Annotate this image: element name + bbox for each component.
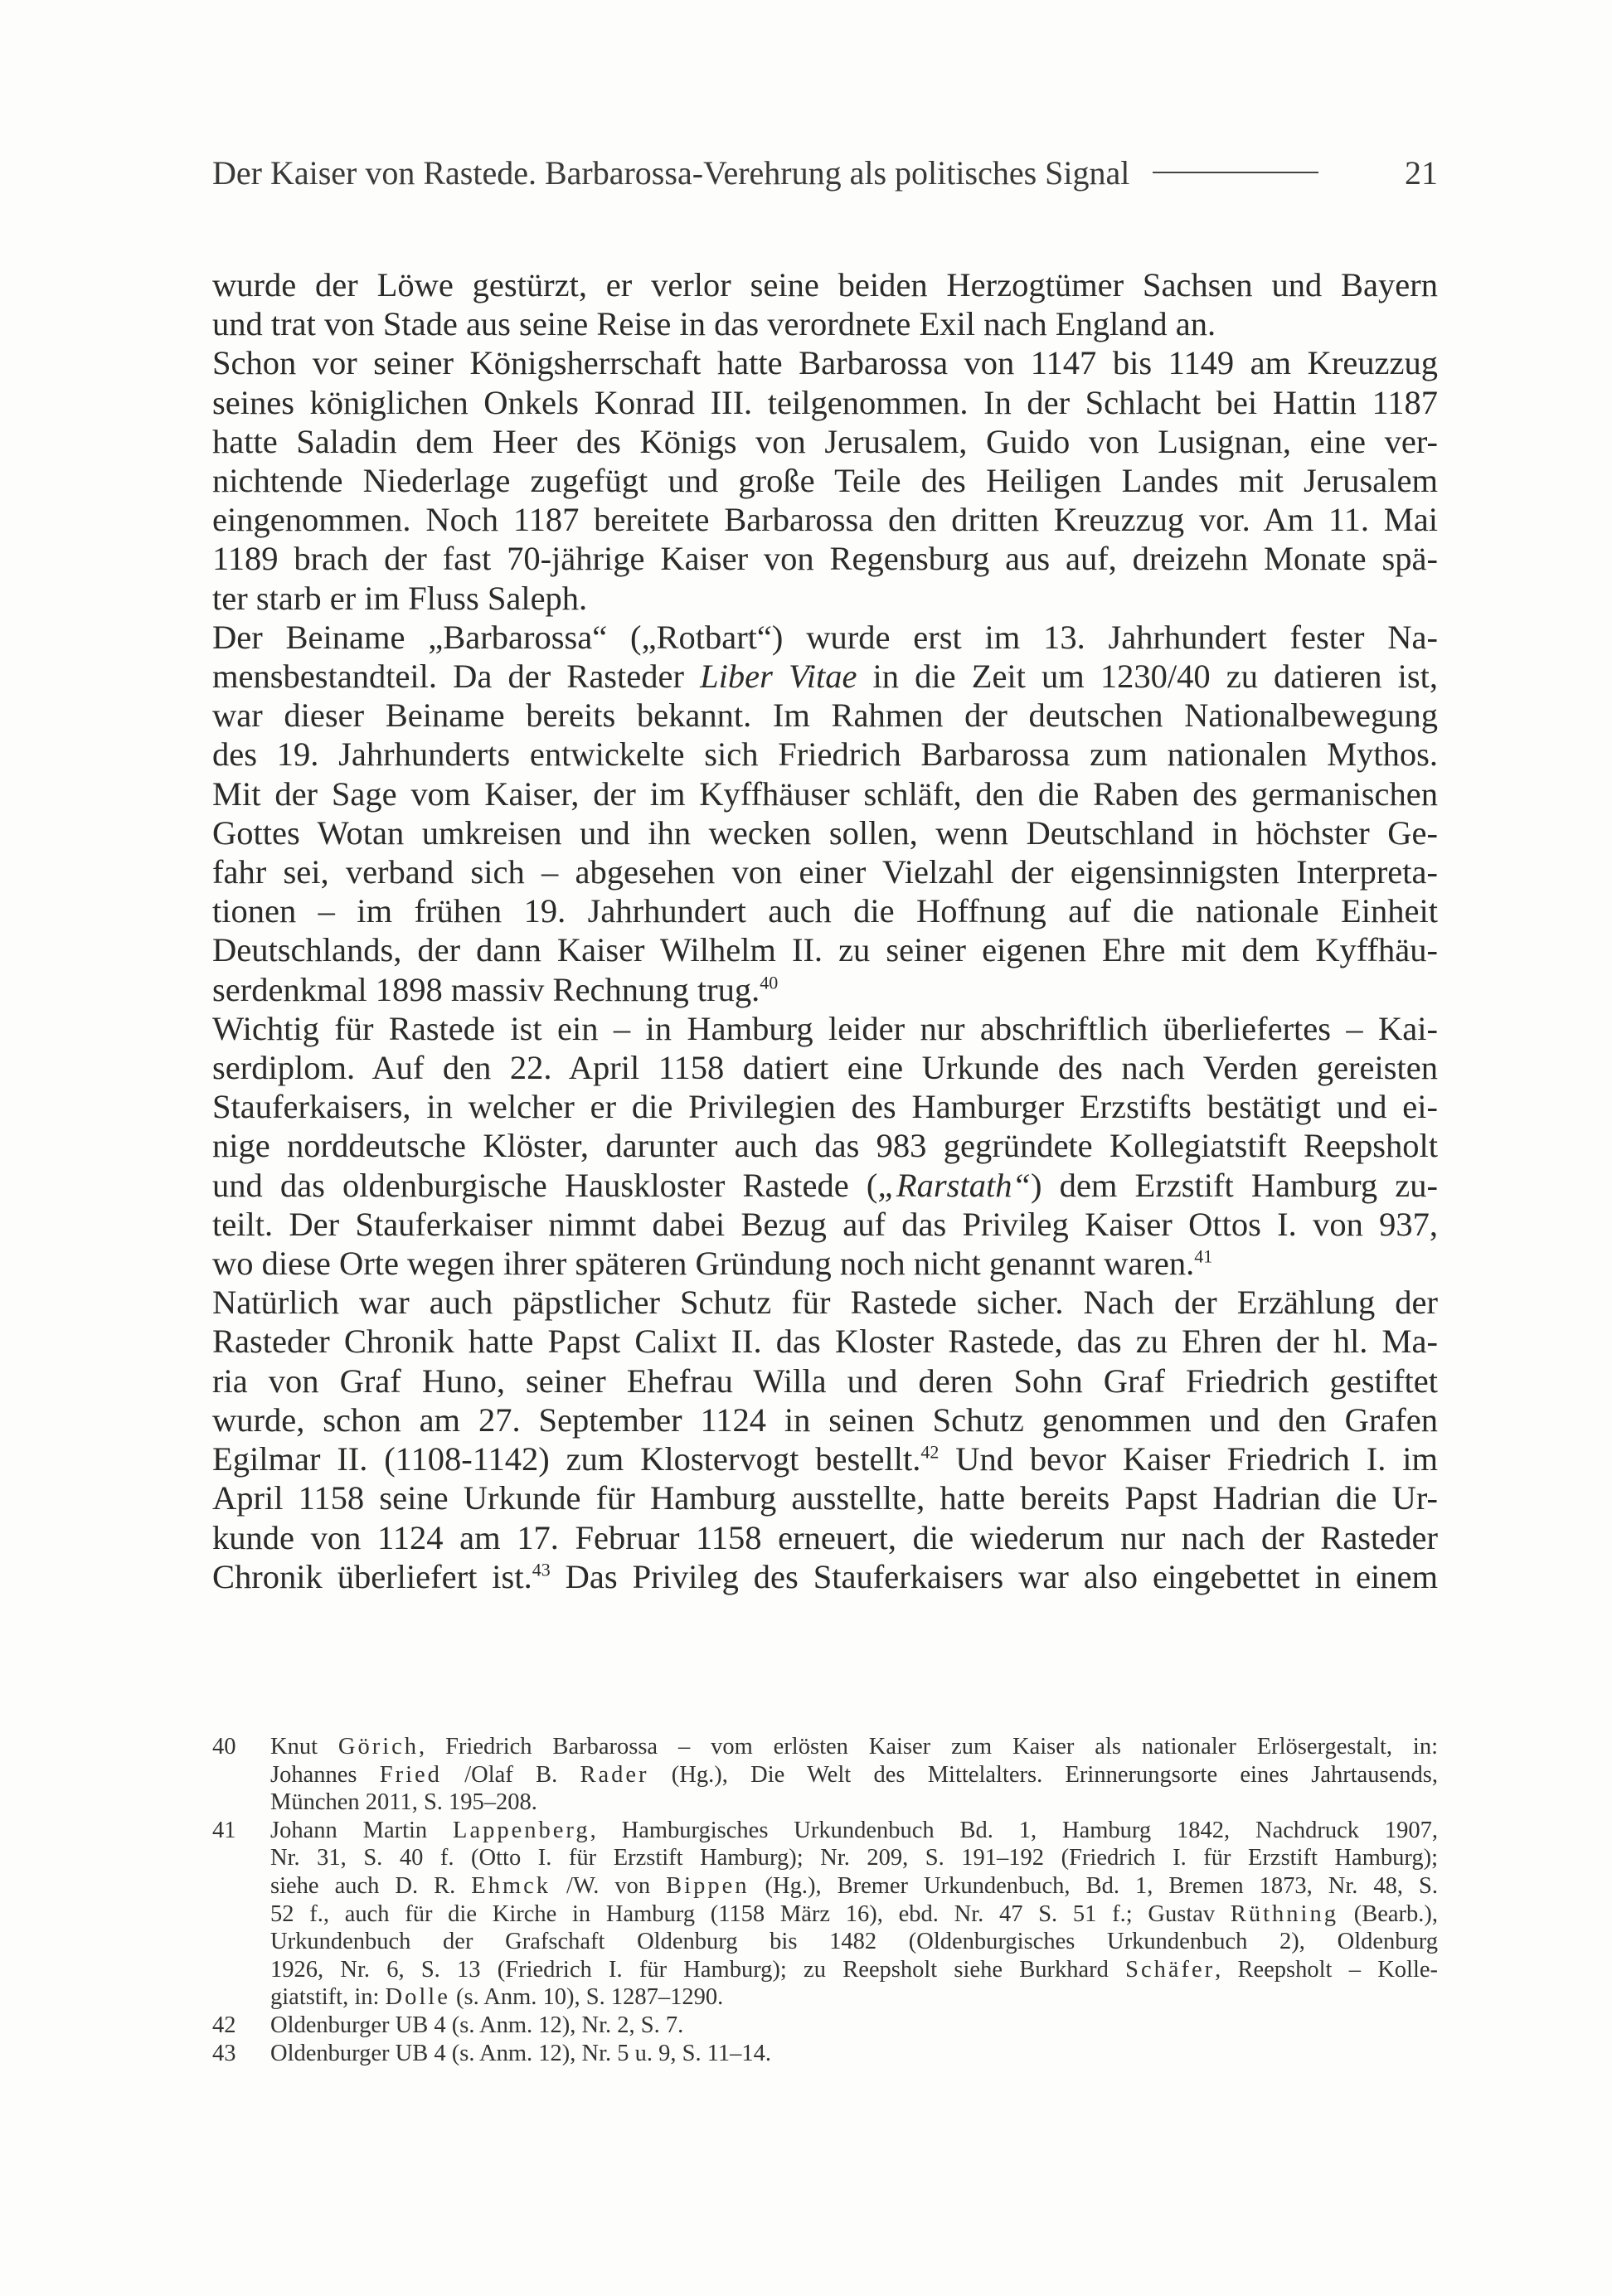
footnote-reference: 41 — [1194, 1245, 1213, 1267]
text-run: (s. Anm. 10), S. 1287–1290. — [449, 1984, 724, 2011]
footnote-line — [270, 2040, 1438, 2068]
text-line — [212, 618, 1438, 657]
author-name: Bippen — [666, 1872, 750, 1899]
text-run: fahr sei, verband sich – abgesehen von einer Vielzahl der eigensinnigsten Interpreta- — [212, 853, 1438, 891]
text-run: (Bearb.), — [1338, 1900, 1438, 1927]
text-run: in die Zeit um 1230/40 zu datieren ist, — [857, 658, 1438, 696]
text-run: 52 f., auch für die Kirche in Hamburg (1158 März 16), ebd. Nr. 47 S. 51 f.; Gustav — [270, 1900, 1231, 1927]
text-run: war dieser Beiname bereits bekannt. Im Rahmen der deutschen Nationalbewegung — [212, 697, 1438, 735]
footnote-line — [270, 1900, 1438, 1929]
footnote-text — [270, 2012, 1438, 2040]
footnote-line — [270, 1761, 1438, 1789]
footnote — [212, 2040, 1438, 2068]
text-run: München 2011, S. 195–208. — [270, 1789, 537, 1816]
text-line — [212, 500, 1438, 539]
footnote-text — [270, 1817, 1438, 2012]
running-header — [212, 148, 1438, 197]
footnote-text — [270, 1733, 1438, 1817]
header-rule — [1153, 172, 1318, 173]
footnote-line — [270, 1789, 1438, 1817]
text-line — [212, 1557, 1438, 1596]
footnote-line — [270, 1928, 1438, 1956]
footnotes — [212, 1733, 1438, 2067]
text-run: /W. von — [551, 1872, 667, 1899]
text-run: Stauferkaisers, in welcher er die Privilegien des Hamburger Erzstifts bestätigt und ei- — [212, 1088, 1438, 1126]
text-line — [212, 774, 1438, 813]
running-header-title: Der Kaiser von Rastede. Barbarossa-Verehrung als politisches Signal — [212, 153, 1130, 192]
text-line — [212, 1518, 1438, 1557]
text-run: (Hg.), Die Welt des Mittelalters. Erinnerungsorte eines Jahrtausends, — [648, 1761, 1438, 1788]
text-run: Johann Martin — [270, 1817, 454, 1843]
footnote-line — [270, 1733, 1438, 1761]
text-line — [212, 696, 1438, 735]
text-line — [212, 1478, 1438, 1517]
author-name: Rader — [580, 1761, 649, 1788]
text-line — [212, 383, 1438, 422]
footnote-reference: 40 — [760, 972, 779, 993]
text-run: Oldenburger UB 4 (s. Anm. 12), Nr. 2, S. 7. — [270, 2012, 684, 2038]
text-run: Und bevor Kaiser Friedrich I. im — [939, 1440, 1438, 1478]
text-run: April 1158 seine Urkunde für Hamburg ausstellte, hatte bereits Papst Hadrian die Ur- — [212, 1479, 1438, 1517]
author-name: Dolle — [385, 1984, 450, 2011]
text-run: kunde von 1124 am 17. Februar 1158 erneuert, die wiederum nur nach der Rasteder — [212, 1518, 1438, 1556]
text-line — [212, 735, 1438, 774]
footnote-line — [270, 2012, 1438, 2040]
text-run: Wichtig für Rastede ist ein – in Hamburg leider nur abschriftlich überliefertes – Kai- — [212, 1009, 1438, 1047]
footnote — [212, 1733, 1438, 1817]
text-run: wurde der Löwe gestürzt, er verlor seine beiden Herzogtümer Sachsen und Bayern — [212, 266, 1438, 303]
footnote-number: 40 — [212, 1734, 236, 1760]
text-run: Nr. 31, S. 40 f. (Otto I. für Erzstift Hamburg); Nr. 209, S. 191–192 (Friedrich I. für Erzstift Hamburg); — [270, 1845, 1438, 1871]
text-run: und das oldenburgische Hauskloster Rastede ( — [212, 1166, 878, 1204]
text-run: 1926, Nr. 6, S. 13 (Friedrich I. für Hamburg); zu Reepsholt siehe Burkhard — [270, 1956, 1126, 1983]
text-line — [212, 1362, 1438, 1400]
text-run: Mit der Sage vom Kaiser, der im Kyffhäuser schläft, den die Raben des germanischen — [212, 774, 1438, 813]
text-run: ria von Graf Huno, seiner Ehefrau Willa und deren Sohn Graf Friedrich gestiftet — [212, 1362, 1438, 1400]
footnote-text — [270, 2040, 1438, 2068]
text-run: Rasteder Chronik hatte Papst Calixt II. das Kloster Rastede, das zu Ehren der hl. Ma- — [212, 1323, 1438, 1361]
author-name: Ehmck — [471, 1872, 551, 1899]
text-run: Der Beiname „Barbarossa“ („Rotbart“) wurde erst im 13. Jahrhundert fester Na- — [212, 618, 1438, 656]
text-line — [212, 1126, 1438, 1165]
text-run: Chronik überliefert ist. — [212, 1557, 532, 1595]
author-name: Schäfer — [1125, 1956, 1216, 1983]
footnote-reference: 42 — [920, 1441, 940, 1463]
text-run: , Reepsholt – Kolle- — [1215, 1956, 1438, 1983]
footnote-line — [270, 1956, 1438, 1984]
text-run: serdenkmal 1898 massiv Rechnung trug. — [212, 970, 760, 1008]
text-run: nige norddeutsche Klöster, darunter auch das 983 gegründete Kollegiatstift Reepsholt — [212, 1127, 1438, 1165]
text-run: wo diese Orte wegen ihrer späteren Gründung noch nicht genannt waren. — [212, 1245, 1195, 1283]
page-number: 21 — [1405, 153, 1438, 192]
text-line — [212, 1322, 1438, 1361]
text-line — [212, 461, 1438, 500]
text-line — [212, 539, 1438, 578]
text-run: Gottes Wotan umkreisen und ihn wecken sollen, wenn Deutschland in höchster Ge- — [212, 813, 1438, 852]
text-run: eingenommen. Noch 1187 bereitete Barbarossa den dritten Kreuzzug vor. Am 11. Mai — [212, 501, 1438, 539]
text-run: tionen – im frühen 19. Jahrhundert auch die Hoffnung auf die nationale Einheit — [212, 892, 1438, 930]
italic-title: „Rarstath“ — [877, 1166, 1031, 1204]
text-run: Johannes — [270, 1761, 380, 1788]
text-run: seines königlichen Onkels Konrad III. teilgenommen. In der Schlacht bei Hattin 1187 — [212, 383, 1438, 421]
text-run: Knut — [270, 1734, 338, 1760]
main-text — [212, 265, 1438, 1596]
text-line — [212, 343, 1438, 382]
text-run: Das Privileg des Stauferkaisers war also eingebettet in einem — [550, 1557, 1438, 1595]
text-run: und trat von Stade aus seine Reise in das verordnete Exil nach England an. — [212, 305, 1216, 343]
text-run: , Hamburgisches Urkundenbuch Bd. 1, Hamburg 1842, Nachdruck 1907, — [590, 1817, 1438, 1843]
footnote-number: 41 — [212, 1817, 236, 1843]
text-run: siehe auch D. R. — [270, 1872, 472, 1899]
text-line — [212, 930, 1438, 969]
text-line — [212, 1244, 1438, 1283]
footnote-line — [270, 1844, 1438, 1872]
text-line — [212, 304, 1438, 343]
author-name: Rüthning — [1230, 1900, 1338, 1927]
text-line — [212, 422, 1438, 461]
text-line — [212, 1087, 1438, 1126]
text-run: Deutschlands, der dann Kaiser Wilhelm II. zu seiner eigenen Ehre mit dem Kyffhäu- — [212, 931, 1438, 969]
text-line — [212, 265, 1438, 304]
text-run: Urkundenbuch der Grafschaft Oldenburg bis 1482 (Oldenburgisches Urkundenbuch 2), Oldenburg — [270, 1929, 1438, 1955]
text-line — [212, 852, 1438, 891]
text-run: mensbestandteil. Da der Rasteder — [212, 658, 701, 696]
text-run: serdiplom. Auf den 22. April 1158 datiert eine Urkunde des nach Verden gereisten — [212, 1049, 1438, 1087]
text-line — [212, 813, 1438, 852]
text-run: Oldenburger UB 4 (s. Anm. 12), Nr. 5 u. 9, S. 11–14. — [270, 2040, 772, 2066]
text-run: ter starb er im Fluss Saleph. — [212, 579, 588, 617]
text-run: nichtende Niederlage zugefügt und große Teile des Heiligen Landes mit Jerusalem — [212, 462, 1438, 500]
text-line — [212, 579, 1438, 618]
text-line — [212, 891, 1438, 930]
italic-title: Liber Vitae — [700, 658, 857, 696]
text-run: (Hg.), Bremer Urkundenbuch, Bd. 1, Bremen 1873, Nr. 48, S. — [749, 1872, 1438, 1899]
text-line — [212, 1283, 1438, 1322]
footnote-number: 43 — [212, 2040, 236, 2066]
text-run: 1189 brach der fast 70-jährige Kaiser von Regensburg aus auf, dreizehn Monate spä- — [212, 540, 1438, 578]
text-run: wurde, schon am 27. September 1124 in seinen Schutz genommen und den Grafen — [212, 1400, 1438, 1439]
text-run: giatstift, in: — [270, 1984, 386, 2011]
text-run: des 19. Jahrhunderts entwickelte sich Friedrich Barbarossa zum nationalen Mythos. — [212, 735, 1438, 774]
author-name: Görich — [337, 1734, 420, 1760]
text-line — [212, 970, 1438, 1009]
author-name: Lappenberg — [453, 1817, 590, 1843]
text-run: hatte Saladin dem Heer des Königs von Jerusalem, Guido von Lusignan, eine ver- — [212, 422, 1438, 460]
text-line — [212, 1166, 1438, 1205]
text-line — [212, 1439, 1438, 1478]
footnote-reference: 43 — [532, 1559, 551, 1580]
footnote-line — [270, 1983, 1438, 2012]
text-line — [212, 657, 1438, 696]
text-run: teilt. Der Stauferkaiser nimmt dabei Bezug auf das Privileg Kaiser Ottos I. von 937, — [212, 1205, 1438, 1243]
text-run: /Olaf B. — [441, 1761, 580, 1788]
footnote — [212, 1817, 1438, 2012]
footnote-line — [270, 1872, 1438, 1900]
text-run: Schon vor seiner Königsherrschaft hatte Barbarossa von 1147 bis 1149 am Kreuzzug — [212, 344, 1438, 382]
text-run: Egilmar II. (1108-1142) zum Klostervogt bestellt. — [212, 1440, 921, 1478]
text-line — [212, 1400, 1438, 1439]
text-run: ) dem Erzstift Hamburg zu- — [1030, 1166, 1438, 1204]
text-line — [212, 1205, 1438, 1244]
author-name: Fried — [379, 1761, 442, 1788]
footnote — [212, 2012, 1438, 2040]
text-line — [212, 1009, 1438, 1048]
text-line — [212, 1048, 1438, 1087]
text-run: Natürlich war auch päpstlicher Schutz für Rastede sicher. Nach der Erzählung der — [212, 1284, 1438, 1322]
text-run: , Friedrich Barbarossa – vom erlösten Kaiser zum Kaiser als nationaler Erlösergestalt, in: — [419, 1734, 1438, 1760]
footnote-line — [270, 1817, 1438, 1845]
footnote-number: 42 — [212, 2012, 236, 2038]
